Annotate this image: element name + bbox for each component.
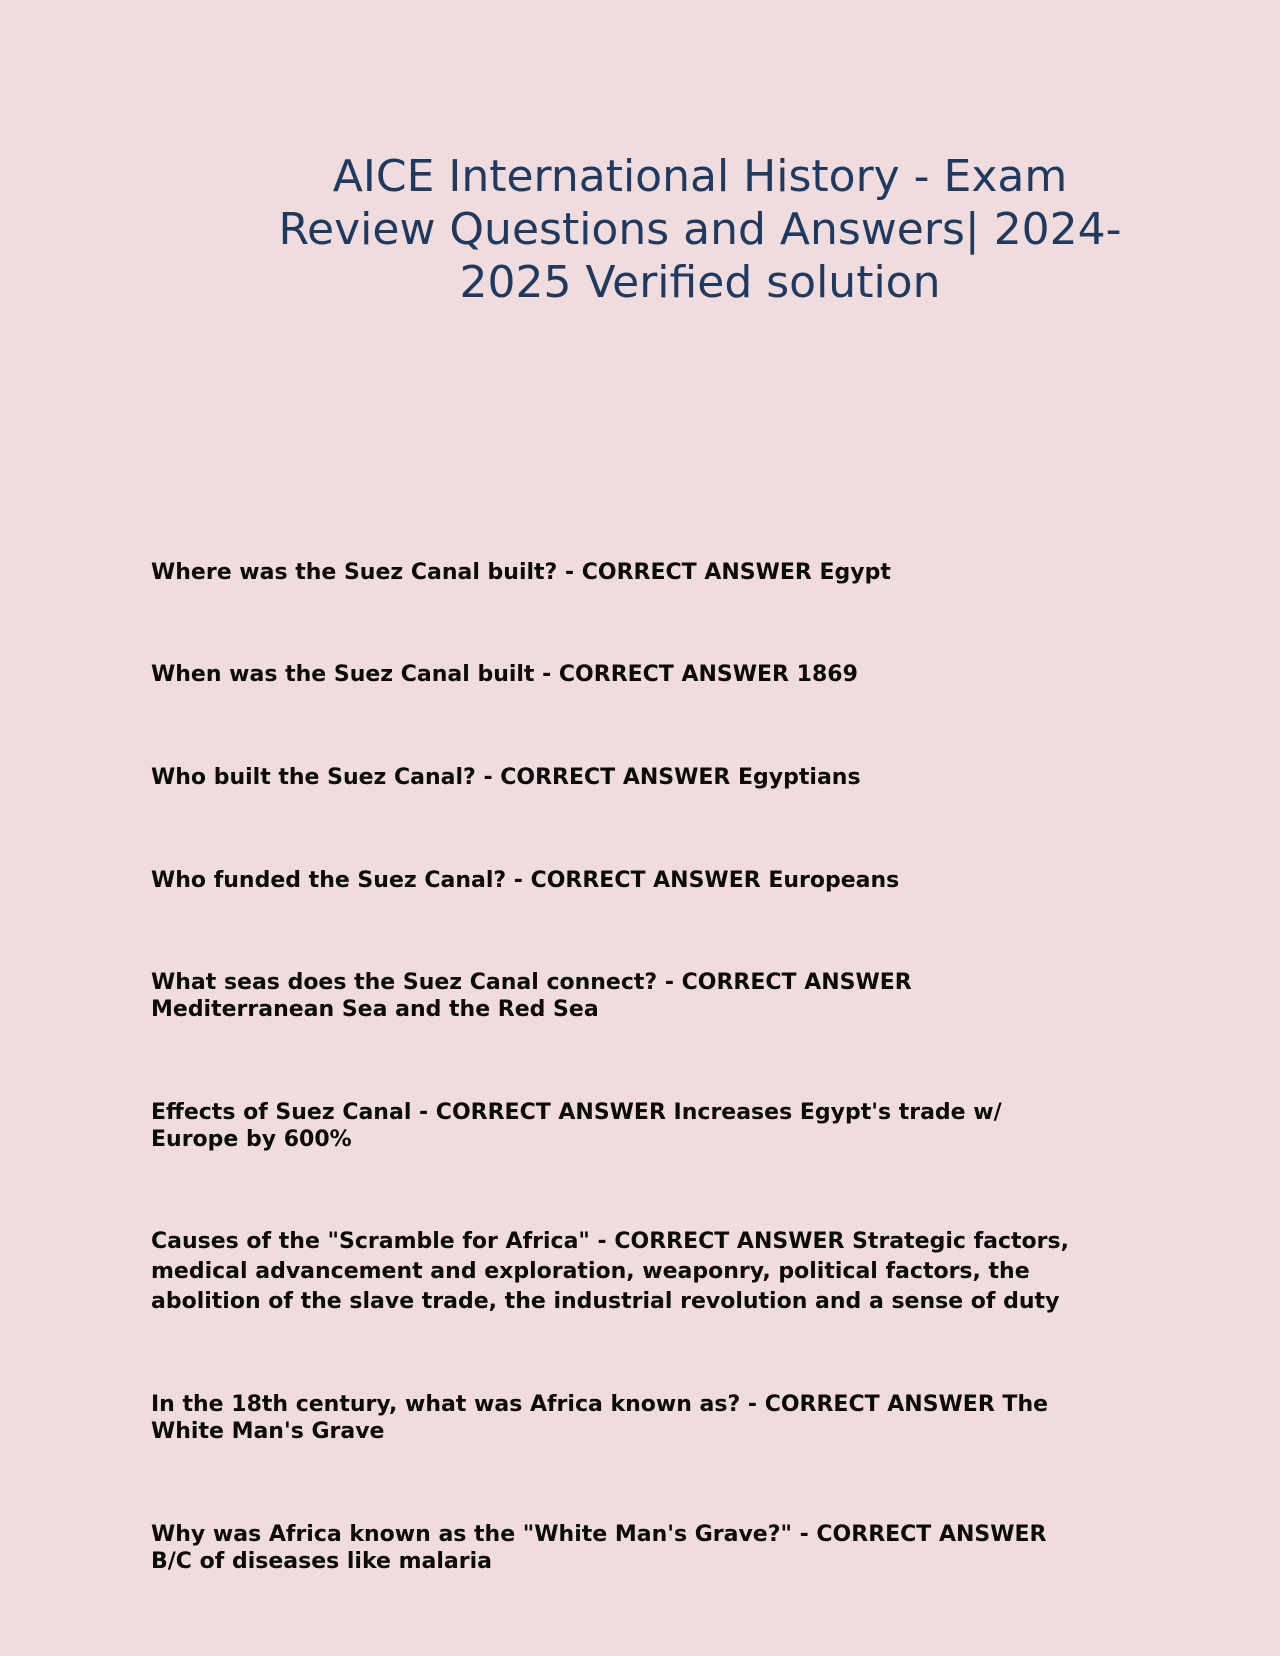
qa-line: Why was Africa known as the "White Man's Grave?" - CORRECT ANSWER [151, 1522, 1047, 1547]
qa-line: Who funded the Suez Canal? - CORRECT ANSWER Europeans [151, 868, 900, 893]
title-line: Review Questions and Answers| 2024- [278, 204, 1122, 255]
qa-line: Effects of Suez Canal - CORRECT ANSWER Increases Egypt's trade w/ [151, 1100, 1002, 1125]
qa-line: Mediterranean Sea and the Red Sea [151, 997, 599, 1022]
qa-line: When was the Suez Canal built - CORRECT ANSWER 1869 [151, 662, 858, 687]
qa-line: Where was the Suez Canal built? - CORRECT ANSWER Egypt [151, 560, 891, 585]
qa-line: In the 18th century, what was Africa known as? - CORRECT ANSWER The [151, 1392, 1049, 1417]
qa-entry-suez-location [151, 559, 1131, 586]
qa-line: What seas does the Suez Canal connect? - CORRECT ANSWER [151, 970, 912, 995]
title-line: AICE International History - Exam [332, 151, 1068, 202]
qa-line: Europe by 600% [151, 1127, 352, 1152]
qa-entry-suez-effects [151, 1099, 1131, 1153]
qa-entry-africa-name [151, 1391, 1131, 1445]
qa-entry-suez-seas [151, 969, 1131, 1023]
qa-line: Who built the Suez Canal? - CORRECT ANSWER Egyptians [151, 765, 861, 790]
qa-entry-suez-builders [151, 764, 1131, 791]
qa-entry-suez-funding [151, 867, 1131, 894]
qa-entry-scramble-causes [151, 1227, 1141, 1317]
qa-line: Causes of the "Scramble for Africa" - CORRECT ANSWER Strategic factors, [151, 1229, 1069, 1254]
qa-line: B/C of diseases like malaria [151, 1549, 492, 1574]
qa-line: White Man's Grave [151, 1419, 385, 1444]
title-line: 2025 Verified solution [459, 257, 941, 308]
document-title [200, 150, 1200, 309]
qa-entry-suez-date [151, 661, 1131, 688]
qa-line: abolition of the slave trade, the industrial revolution and a sense of duty [151, 1289, 1060, 1314]
qa-entry-africa-reason [151, 1521, 1131, 1575]
qa-line: medical advancement and exploration, weaponry, political factors, the [151, 1259, 1030, 1284]
